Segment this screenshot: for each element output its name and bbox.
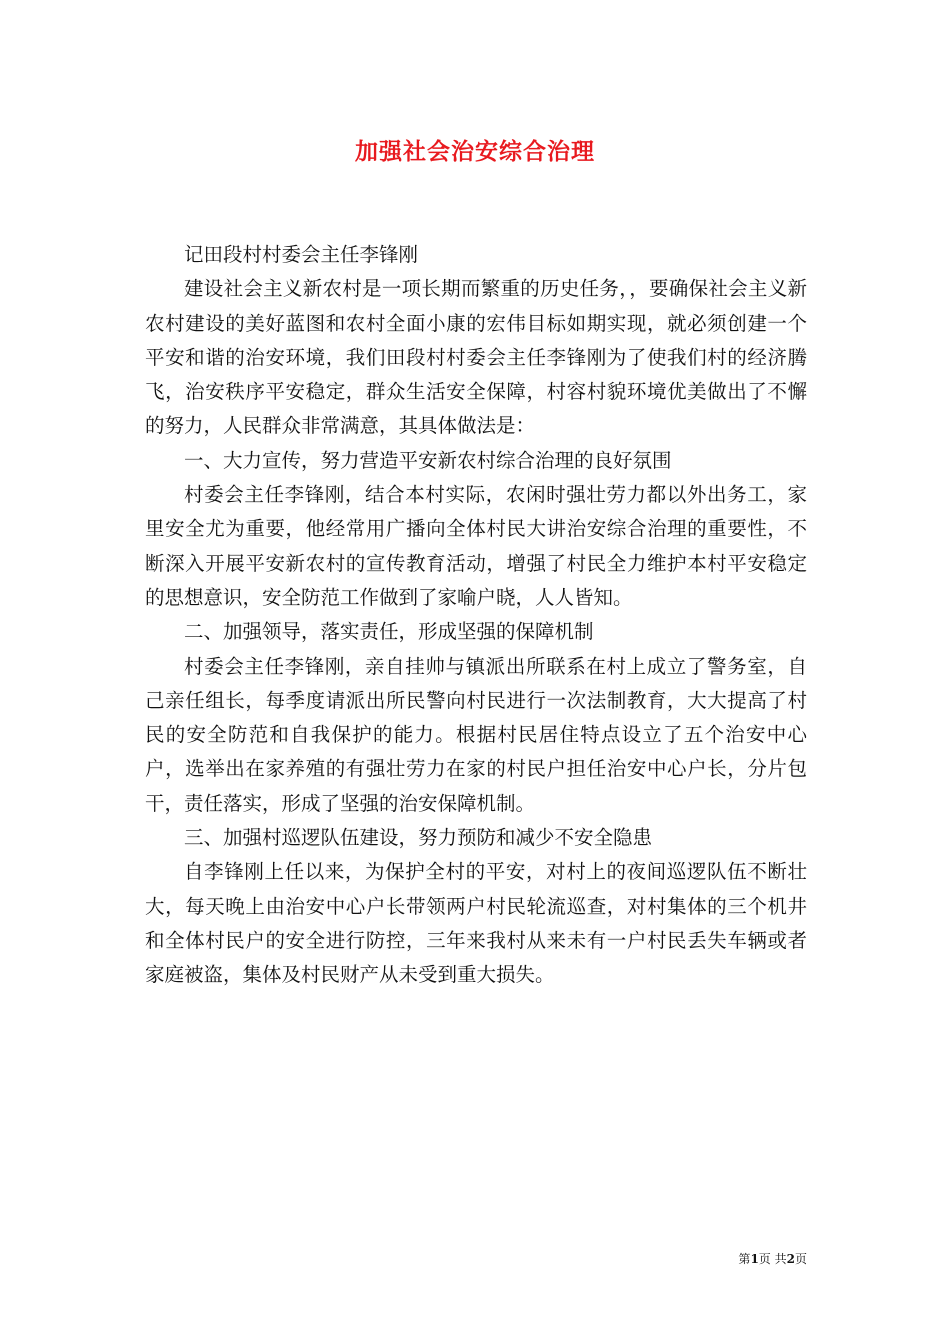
- section-body-1: 村委会主任李锋刚，结合本村实际，农闲时强壮劳力都以外出务工，家里安全尤为重要，他经常用广播向全体村民大讲治安综合治理的重要性，不断深入开展平安新农村的宣传教育活动，增强了村民全力维护本村平安稳定的思想意识，安全防范工作做到了家喻户晓，人人皆知。: [145, 483, 807, 609]
- section-heading-1: 一、大力宣传，努力营造平安新农村综合治理的良好氛围: [184, 448, 672, 472]
- footer-prefix: 第: [738, 1252, 751, 1266]
- document-title: 加强社会治安综合治理: [355, 138, 595, 165]
- footer-middle: 页 共: [758, 1252, 787, 1266]
- section-heading-3: 三、加强村巡逻队伍建设，努力预防和减少不安全隐患: [184, 826, 653, 850]
- page-footer: [738, 1250, 807, 1267]
- section-body-2: 村委会主任李锋刚，亲自挂帅与镇派出所联系在村上成立了警务室，自己亲任组长，每季度请派出所民警向村民进行一次法制教育，大大提高了村民的安全防范和自我保护的能力。根据村民居住特点设立了五个治安中心户，选举出在家养殖的有强壮劳力在家的村民户担任治安中心户长，分片包干，责任落实，形成了坚强的治安保障机制。: [145, 654, 807, 815]
- intro-paragraph: 建设社会主义新农村是一项长期而繁重的历史任务，，要确保社会主义新农村建设的美好蓝图和农村全面小康的宏伟目标如期实现，就必须创建一个平安和谐的治安环境，我们田段村村委会主任李锋刚为了使我们村的经济腾飞，治安秩序平安稳定，群众生活安全保障，村容村貌环境优美做出了不懈的努力，人民群众非常满意，其具体做法是：: [145, 277, 807, 438]
- byline-paragraph: 记田段村村委会主任李锋刚: [184, 243, 419, 266]
- footer-total-pages: 2: [786, 1252, 795, 1266]
- document-body: [145, 238, 807, 993]
- section-heading-2: 二、加强领导，落实责任，形成坚强的保障机制: [184, 620, 594, 644]
- footer-current-page: 1: [750, 1252, 759, 1266]
- section-body-3: 自李锋刚上任以来，为保护全村的平安，对村上的夜间巡逻队伍不断壮大，每天晚上由治安中心户长带领两户村民轮流巡查，对村集体的三个机井和全体村民户的安全进行防控，三年来我村从来未有一户村民丢失车辆或者家庭被盗，集体及村民财产从未受到重大损失。: [145, 860, 807, 987]
- footer-suffix: 页: [794, 1252, 807, 1266]
